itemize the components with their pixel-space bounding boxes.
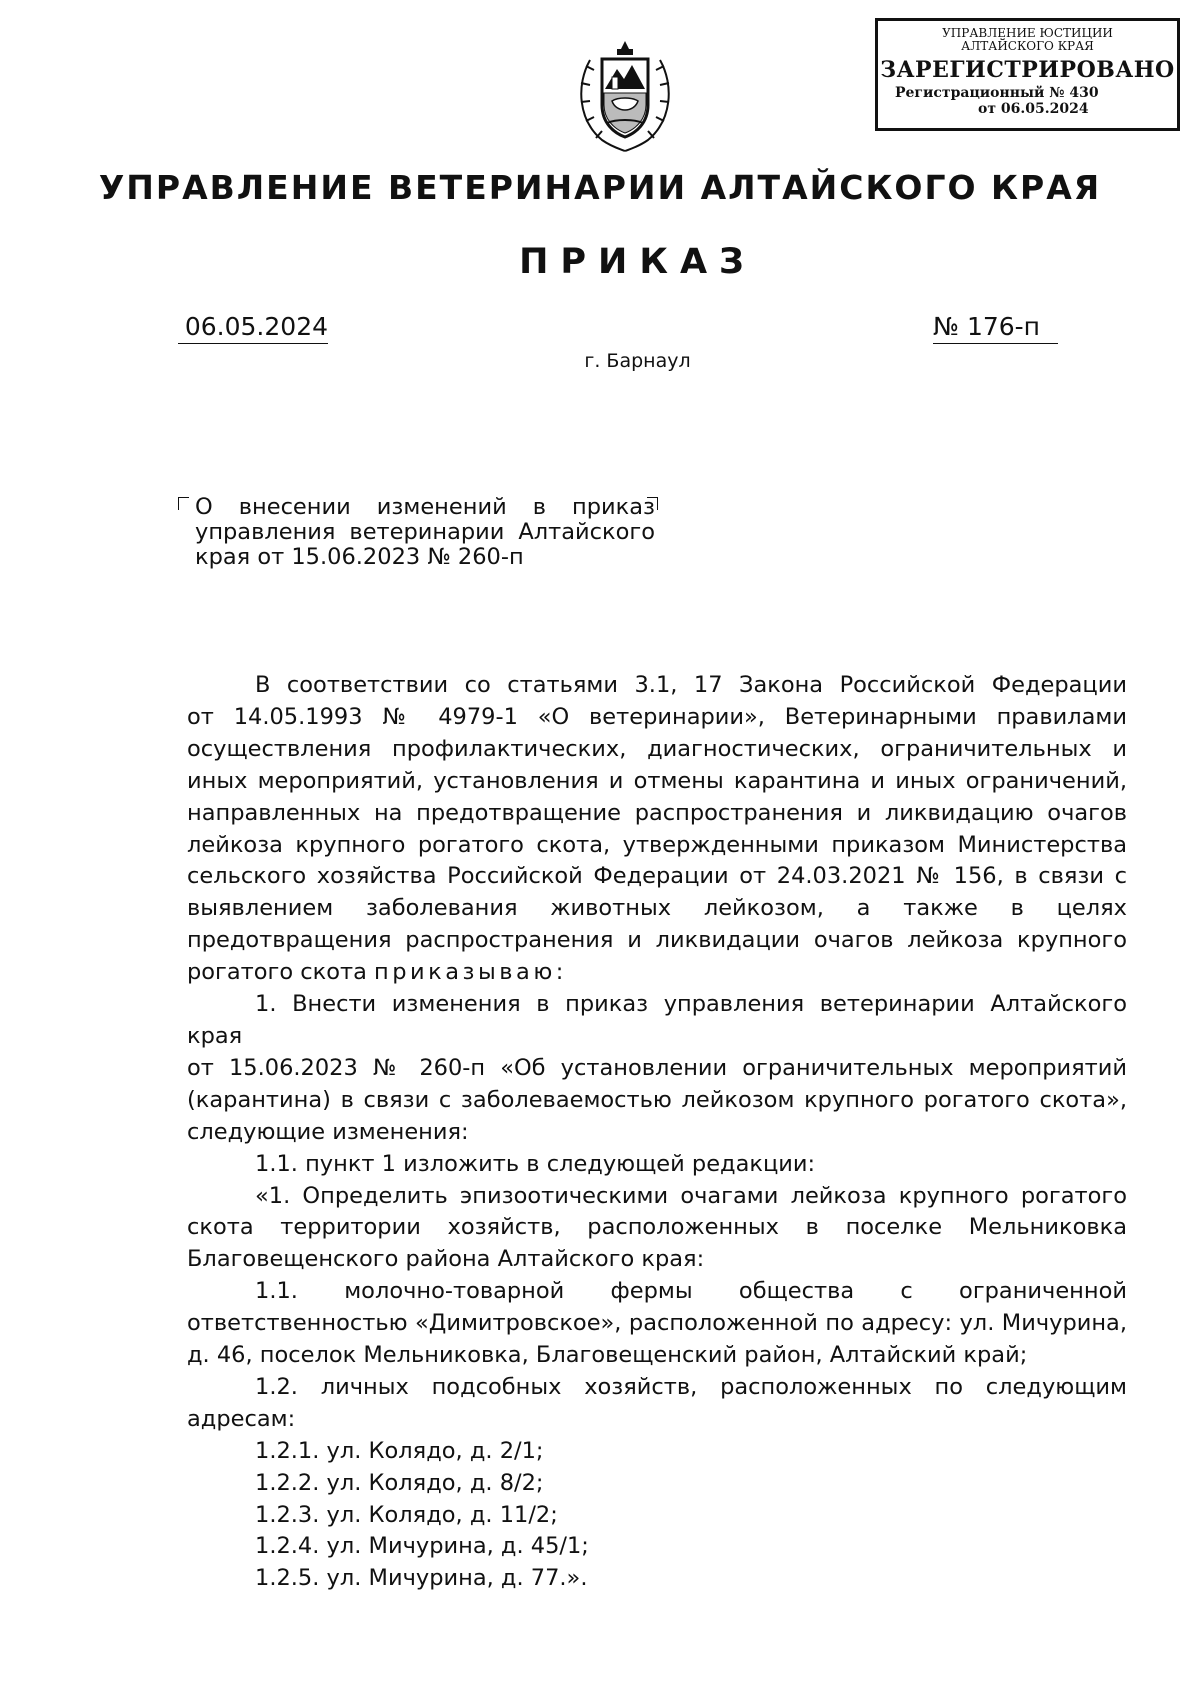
body-line [187, 957, 1127, 989]
body-line: Благовещенского района Алтайского края: [187, 1246, 705, 1273]
document-type: ПРИКАЗ [519, 242, 756, 282]
stamp-authority-line1: УПРАВЛЕНИЕ ЮСТИЦИИ [942, 26, 1113, 40]
subject-bracket-left [178, 497, 189, 510]
address-item: 1.2.4. ул. Мичурина, д. 45/1; [255, 1533, 589, 1560]
order-city: г. Барнаул [584, 350, 691, 372]
body-line: следующие изменения: [187, 1118, 469, 1145]
registration-stamp [875, 18, 1180, 131]
address-item: 1.2.3. ул. Колядо, д. 11/2; [255, 1501, 558, 1528]
body-line: предотвращения распространения и ликвидации очагов лейкоза крупного [187, 927, 1127, 954]
body-line: скота территории хозяйств, расположенных в поселке Мельниковка [187, 1214, 1127, 1241]
body-line: 1.2. личных подсобных хозяйств, расположенных по следующим [255, 1373, 1127, 1400]
order-subject [195, 495, 655, 570]
subject-line: края от 15.06.2023 № 260-п [195, 544, 524, 570]
body-line: сельского хозяйства Российской Федерации от 24.03.2021 № 156, в связи с [187, 863, 1127, 890]
subject-line: О внесении изменений в приказ [195, 494, 655, 520]
body-line: (карантина) в связи с заболеваемостью лейкозом крупного рогатого скота», [187, 1086, 1127, 1113]
body-line: адресам: [187, 1405, 296, 1432]
order-verb: приказываю: [374, 959, 567, 986]
body-line: 1.1. молочно-товарной фермы общества с ограниченной [255, 1278, 1127, 1305]
body-line: «1. Определить эпизоотическими очагами лейкоза крупного рогатого [255, 1182, 1127, 1209]
address-item: 1.2.5. ул. Мичурина, д. 77.». [255, 1565, 588, 1592]
organization-title: УПРАВЛЕНИЕ ВЕТЕРИНАРИИ АЛТАЙСКОГО КРАЯ [98, 168, 1102, 207]
body-line: направленных на предотвращение распространения и ликвидацию очагов [187, 799, 1127, 826]
stamp-authority-line2: АЛТАЙСКОГО КРАЯ [961, 39, 1094, 53]
address-item: 1.2.1. ул. Колядо, д. 2/1; [255, 1437, 544, 1464]
body-line: осуществления профилактических, диагностических, ограничительных и [187, 735, 1127, 762]
body-line: лейкоза крупного рогатого скота, утвержденными приказом Министерства [187, 831, 1127, 858]
stamp-title: ЗАРЕГИСТРИРОВАНО [880, 57, 1175, 83]
body-line: выявлением заболевания животных лейкозом, а также в целях [187, 895, 1127, 922]
body-line: иных мероприятий, установления и отмены карантина и иных ограничений, [187, 767, 1127, 794]
body-line: от 15.06.2023 № 260-п «Об установлении ограничительных мероприятий [187, 1054, 1127, 1081]
body-line: д. 46, поселок Мельниковка, Благовещенский район, Алтайский край; [187, 1342, 1028, 1369]
subject-line: управления ветеринарии Алтайского [195, 519, 655, 545]
order-body [187, 670, 1127, 1595]
order-number: № 176-п [933, 312, 1058, 344]
address-item: 1.2.2. ул. Колядо, д. 8/2; [255, 1469, 544, 1496]
order-date: 06.05.2024 [178, 312, 328, 344]
body-line: В соответствии со статьями 3.1, 17 Закона Российской Федерации [255, 672, 1127, 698]
intro-last-text: рогатого скота [187, 959, 375, 986]
body-line: от 14.05.1993 № 4979-1 «О ветеринарии», Ветеринарными правилами [187, 703, 1127, 730]
body-line: 1. Внести изменения в приказ управления ветеринарии Алтайского края [187, 991, 1127, 1049]
coat-of-arms-icon [572, 35, 678, 155]
stamp-registration-date: от 06.05.2024 [978, 101, 1089, 117]
stamp-registration-number: Регистрационный № 430 [895, 85, 1099, 101]
body-line: 1.1. пункт 1 изложить в следующей редакции: [255, 1150, 816, 1177]
body-line: ответственностью «Димитровское», расположенной по адресу: ул. Мичурина, [187, 1310, 1127, 1337]
